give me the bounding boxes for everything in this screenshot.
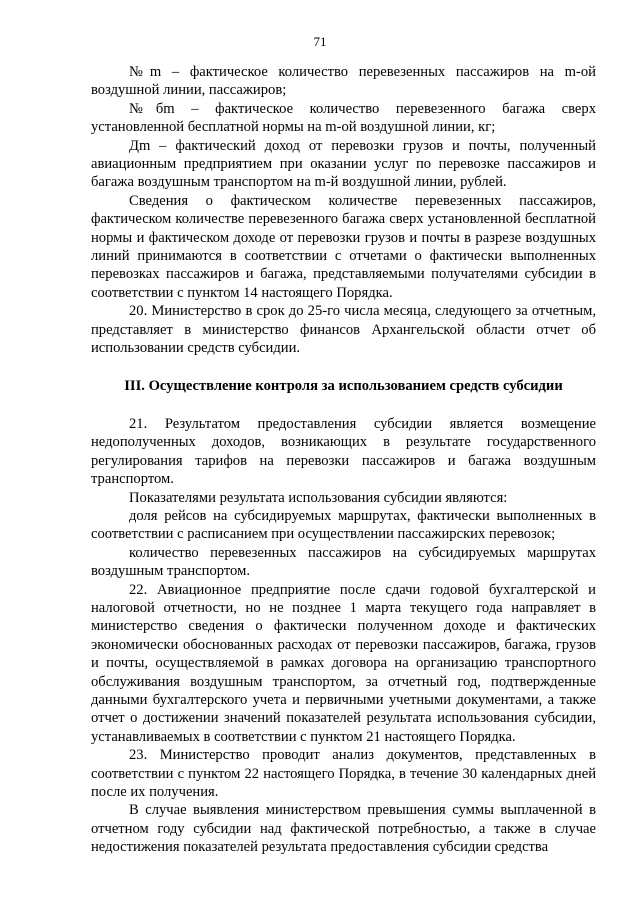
paragraph: 21. Результатом предоставления субсидии является возмещение недополученных доходов, возникающих в результате государственного регулирования тарифов на перевозки пассажиров и багажа воздушным транспортом. (91, 415, 596, 488)
paragraph: №m – фактическое количество перевезенных пассажиров на m-ой воздушной линии, пассажиров; (91, 64, 596, 99)
document-body (91, 63, 596, 857)
paragraph: количество перевезенных пассажиров на субсидируемых маршрутах воздушным транспортом. (91, 544, 596, 580)
page-number: 71 (313, 34, 327, 49)
paragraph: Показателями результата использования субсидии являются: (129, 489, 508, 506)
section-heading: III. Осуществление контроля за использованием средств субсидии (124, 377, 563, 394)
paragraph: доля рейсов на субсидируемых маршрутах, фактически выполненных в соответствии с расписанием при осуществлении пассажирских перевозок; (91, 507, 596, 543)
paragraph: 23. Министерство проводит анализ документов, представленных в соответствии с пунктом 22 настоящего Порядка, в течение 30 календарных дней после их получения. (91, 747, 596, 801)
paragraph: Сведения о фактическом количестве перевезенных пассажиров, фактическом количестве перевезенного багажа сверх установленной бесплатной нормы и фактическом доходе от перевозки грузов и почты в разрезе воздушных линий принимаются в соответствии с отчетами о фактически выполненных перевозках пассажиров и багажа, представляемыми получателями субсидии в соответствии с пунктом 14 настоящего Порядка. (91, 192, 596, 301)
paragraph: В случае выявления министерством превышения суммы выплаченной в отчетном году субсидии над фактической потребностью, а также в случае недостижения показателей результата предоставления субсидии средства (91, 802, 596, 856)
paragraph: 20. Министерство в срок до 25-го числа месяца, следующего за отчетным, представляет в министерство финансов Архангельской области отчет об использовании средств субсидии. (91, 303, 596, 357)
paragraph: №бm – фактическое количество перевезенного багажа сверх установленной бесплатной нормы на m-ой воздушной линии, кг; (91, 100, 596, 136)
paragraph: Дm – фактический доход от перевозки грузов и почты, полученный авиационным предприятием при оказании услуг по перевозке пассажиров и багажа воздушным транспортом на m-й воздушной линии, рублей. (91, 137, 596, 191)
paragraph: 22. Авиационное предприятие после сдачи годовой бухгалтерской и налоговой отчетности, но не позднее 1 марта текущего года направляет в министерство сведения о фактически полученном доходе и фактических экономически обоснованных расходах от перевозки пассажиров, багажа, грузов и почты, осуществляемой в рамках договора на организацию транспортного обслуживания воздушным транспортом, за отчетный год, подтвержденные данными бухгалтерского учета и первичными учетными документами, а также отчет о достижении значений показателей результата использования субсидии, устанавливаемых в соответствии с пунктом 21 настоящего Порядка. (91, 581, 596, 745)
